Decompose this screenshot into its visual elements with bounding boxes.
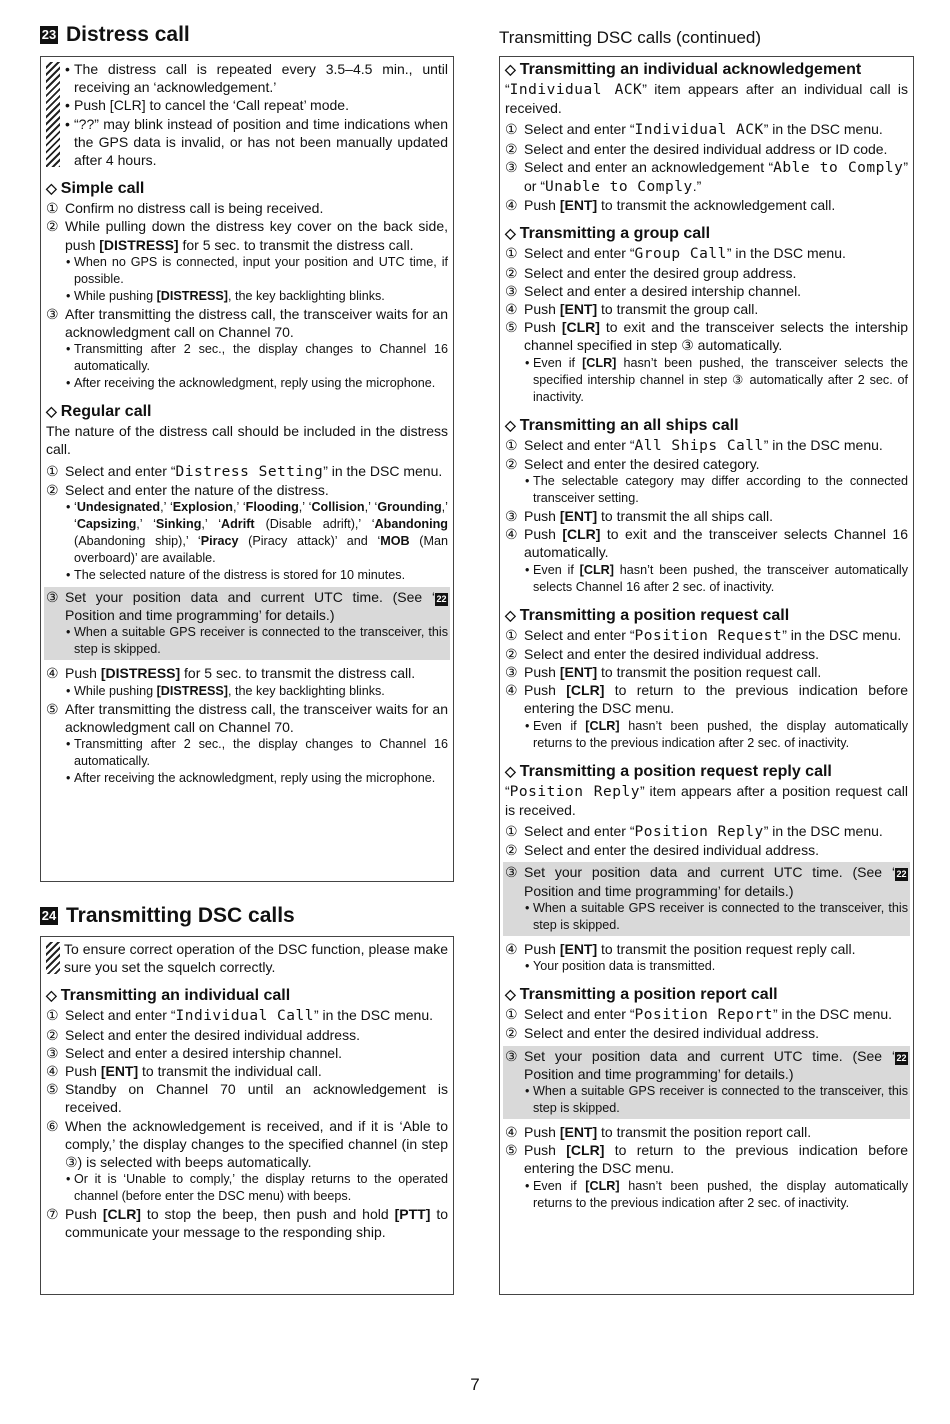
step: ② Select and enter the desired individual address or ID code. [505, 140, 888, 157]
step: ④ Push [ENT] to transmit the group call. [505, 301, 759, 318]
step: ① Select and enter “Individual ACK” in the DSC menu. [505, 121, 883, 139]
page-number: 7 [470, 1375, 480, 1394]
step: ① Select and enter “Individual Call” in the DSC menu. [46, 1007, 434, 1025]
step: ④ Push [CLR] to exit and the transceiver selects Channel 16 automatically. [505, 526, 908, 561]
step: ③ Push [ENT] to transmit the all ships call. [505, 508, 773, 525]
step: ② While pulling down the distress key cover on the back side, push [DISTRESS] for 5 sec. to transmit the distress call. [46, 218, 448, 253]
step: ② Select and enter the desired group address. [505, 264, 797, 281]
dsc-calls-box [40, 936, 454, 1295]
step: ② Select and enter the desired individual address. [46, 1026, 360, 1043]
diamond-icon: ◇ [505, 225, 516, 242]
caution-hatch-icon [46, 62, 60, 167]
ack-heading: ◇ Transmitting an individual acknowledgement [505, 61, 862, 78]
diamond-icon: ◇ [505, 61, 516, 77]
section-title: Distress call [66, 23, 190, 46]
diamond-icon: ◇ [505, 416, 516, 433]
bullet: • After receiving the acknowledgment, reply using the microphone. [46, 375, 448, 392]
bullet: • While pushing [DISTRESS], the key backlighting blinks. [46, 683, 448, 700]
note-item: • The distress call is repeated every 3.5–4.5 min., until receiving an ‘acknowledgement.’ [64, 60, 448, 96]
section-ref-badge: 22 [896, 1052, 907, 1063]
bullet: • The selected nature of the distress is stored for 10 minutes. [46, 567, 448, 584]
step: ② Select and enter the desired category. [505, 455, 760, 472]
diamond-icon: ◇ [46, 987, 57, 1004]
bullet: • After receiving the acknowledgment, reply using the microphone. [46, 770, 448, 787]
section-ref-badge: 22 [436, 594, 447, 605]
bullet: • When no GPS is connected, input your position and UTC time, if possible. [46, 254, 448, 288]
step: ④ Push [CLR] to return to the previous indication before entering the DSC menu. [505, 682, 908, 717]
step: ② Select and enter the desired individual address. [505, 842, 819, 859]
caution-note: To ensure correct operation of the DSC function, please make sure you set the squelch correctly. [46, 940, 448, 976]
step: ③ Select and enter an acknowledgement “Able to Comply” or “Unable to Comply.” [505, 158, 908, 196]
reply-intro: “Position Reply” item appears after a position request call is received. [505, 782, 908, 818]
bullet: • Even if [CLR] hasn’t been pushed, the display automatically returns to the previous indication after 2 sec. of inactivity. [505, 1178, 908, 1212]
diamond-icon: ◇ [505, 986, 516, 1003]
step: ① Select and enter “Position Request” in the DSC menu. [505, 626, 902, 644]
step: ④ Push [ENT] to transmit the individual call. [46, 1063, 322, 1080]
distress-call-box [40, 56, 454, 882]
step: ⑤ Push [CLR] to exit and the transceiver selects the intership channel specified in step ③ automatically. [505, 319, 908, 354]
distress-nature-list: • ‘Undesignated,’ ‘Explosion,’ ‘Flooding,’ ‘Collision,’ ‘Grounding,’ ‘Capsizing,’ ‘Sinking,’ ‘Adrift (Disable adrift),’ ‘Abandoning (Abandoning ship),’ ‘Piracy (Piracy attack)’ and ‘MOB (Man overboard)’ are available. [46, 499, 448, 567]
regular-intro: The nature of the distress call should be included in the distress call. [46, 423, 448, 458]
step: ⑦ Push [CLR] to stop the beep, then push and hold [PTT] to communicate your message to the responding ship. [46, 1206, 449, 1241]
step: ① Select and enter “All Ships Call” in the DSC menu. [505, 436, 883, 454]
step: ④ Push [ENT] to transmit the position request reply call. [505, 940, 856, 957]
note-item: • Push [CLR] to cancel the ‘Call repeat’ mode. [64, 96, 448, 114]
shaded-step: ③ Set your position data and current UTC time. (See ‘22 Position and time programming’ for details.) • When a suitable GPS receiver is connected to the transceiver, this step is skipped. [503, 862, 910, 935]
step: ① Select and enter “Group Call” in the DSC menu. [505, 245, 846, 263]
step: ① Select and enter “Position Reply” in the DSC menu. [505, 823, 883, 841]
diamond-icon: ◇ [505, 762, 516, 779]
simple-call-heading: ◇ Simple call [46, 180, 145, 198]
shaded-step: ③ Set your position data and current UTC time. (See ‘22 Position and time programming’ for details.) • When a suitable GPS receiver is connected to the transceiver, this step is skipped. [44, 587, 450, 660]
bullet: • Transmitting after 2 sec., the display changes to Channel 16 automatically. [46, 341, 448, 375]
group-call-heading: ◇ Transmitting a group call [505, 225, 711, 243]
section-number-badge: 23 [41, 27, 57, 42]
step: ② Select and enter the desired individual address. [505, 645, 819, 662]
bullet: • Your position data is transmitted. [505, 958, 908, 975]
note-item: • “??” may blink instead of position and time indications when the GPS data is invalid, or has not been manually updated after 4 hours. [64, 115, 448, 170]
bullet: • Even if [CLR] hasn’t been pushed, the transceiver selects the specified intership channel in step ③ automatically after 2 sec. of inactivity. [505, 355, 908, 406]
caution-hatch-icon [46, 942, 60, 974]
continued-title: Transmitting DSC calls (continued) [499, 28, 762, 47]
bullet: • The selectable category may differ according to the connected transceiver setting. [505, 473, 908, 507]
section-title: Transmitting DSC calls [66, 904, 295, 927]
bullet: • Transmitting after 2 sec., the display changes to Channel 16 automatically. [46, 736, 448, 770]
step: ⑤ Push [CLR] to return to the previous indication before entering the DSC menu. [505, 1142, 908, 1177]
step: ③ Select and enter a desired intership channel. [46, 1044, 343, 1061]
section-23-heading [40, 22, 190, 48]
shaded-step: ③ Set your position data and current UTC time. (See ‘22 Position and time programming’ for details.) • When a suitable GPS receiver is connected to the transceiver, this step is skipped. [503, 1046, 910, 1119]
step: ⑤ Standby on Channel 70 until an acknowledgement is received. [46, 1081, 448, 1116]
bullet: • Even if [CLR] hasn’t been pushed, the display automatically returns to the previous indication after 2 sec. of inactivity. [505, 718, 908, 752]
diamond-icon: ◇ [505, 606, 516, 623]
bullet: • Or it is ‘Unable to comply,’ the display returns to the operated channel (before enter the DSC menu) with beeps. [46, 1171, 448, 1205]
step: ③ Select and enter a desired intership channel. [505, 282, 802, 299]
section-number-badge: 24 [41, 908, 57, 923]
step: ⑥ When the acknowledgement is received, and if it is ‘Able to comply,’ the display changes to the specified channel (in step ③) is selected with beeps automatically. [46, 1117, 448, 1171]
step: ④ Push [ENT] to transmit the acknowledgement call. [505, 197, 836, 214]
regular-call-heading: ◇ Regular call [46, 403, 152, 421]
step: ① Select and enter “Distress Setting” in the DSC menu. [46, 462, 443, 480]
dsc-calls-continued-box [499, 56, 914, 1295]
section-24-heading [40, 903, 295, 929]
step: ① Select and enter “Position Report” in the DSC menu. [505, 1006, 893, 1024]
diamond-icon: ◇ [46, 180, 57, 197]
position-reply-heading: ◇ Transmitting a position request reply call [505, 762, 832, 780]
step: ② Select and enter the desired individual address. [505, 1025, 819, 1042]
individual-call-heading: ◇ Transmitting an individual call [46, 987, 291, 1005]
step: ④ Push [DISTRESS] for 5 sec. to transmit the distress call. [46, 665, 416, 682]
step: ② Select and enter the nature of the distress. [46, 481, 329, 498]
step: ⑤ After transmitting the distress call, the transceiver waits for an acknowledgment call on Channel 70. [46, 700, 448, 735]
diamond-icon: ◇ [46, 403, 57, 420]
step: ① Confirm no distress call is being received. [46, 200, 324, 217]
all-ships-heading: ◇ Transmitting an all ships call [505, 416, 739, 434]
step: ④ Push [ENT] to transmit the position report call. [505, 1123, 812, 1140]
bullet: • Even if [CLR] hasn’t been pushed, the transceiver automatically selects Channel 16 after 2 sec. of inactivity. [505, 562, 908, 596]
ack-intro: “Individual ACK” item appears after an individual call is received. [505, 81, 908, 117]
section-ref-badge: 22 [896, 869, 907, 880]
position-request-heading: ◇ Transmitting a position request call [505, 606, 790, 624]
position-report-heading: ◇ Transmitting a position report call [505, 986, 778, 1004]
step: ③ Push [ENT] to transmit the position request call. [505, 664, 822, 681]
step: ③ After transmitting the distress call, the transceiver waits for an acknowledgment call on Channel 70. [46, 305, 448, 341]
bullet: • While pushing [DISTRESS], the key backlighting blinks. [46, 288, 448, 305]
caution-note [46, 60, 448, 169]
